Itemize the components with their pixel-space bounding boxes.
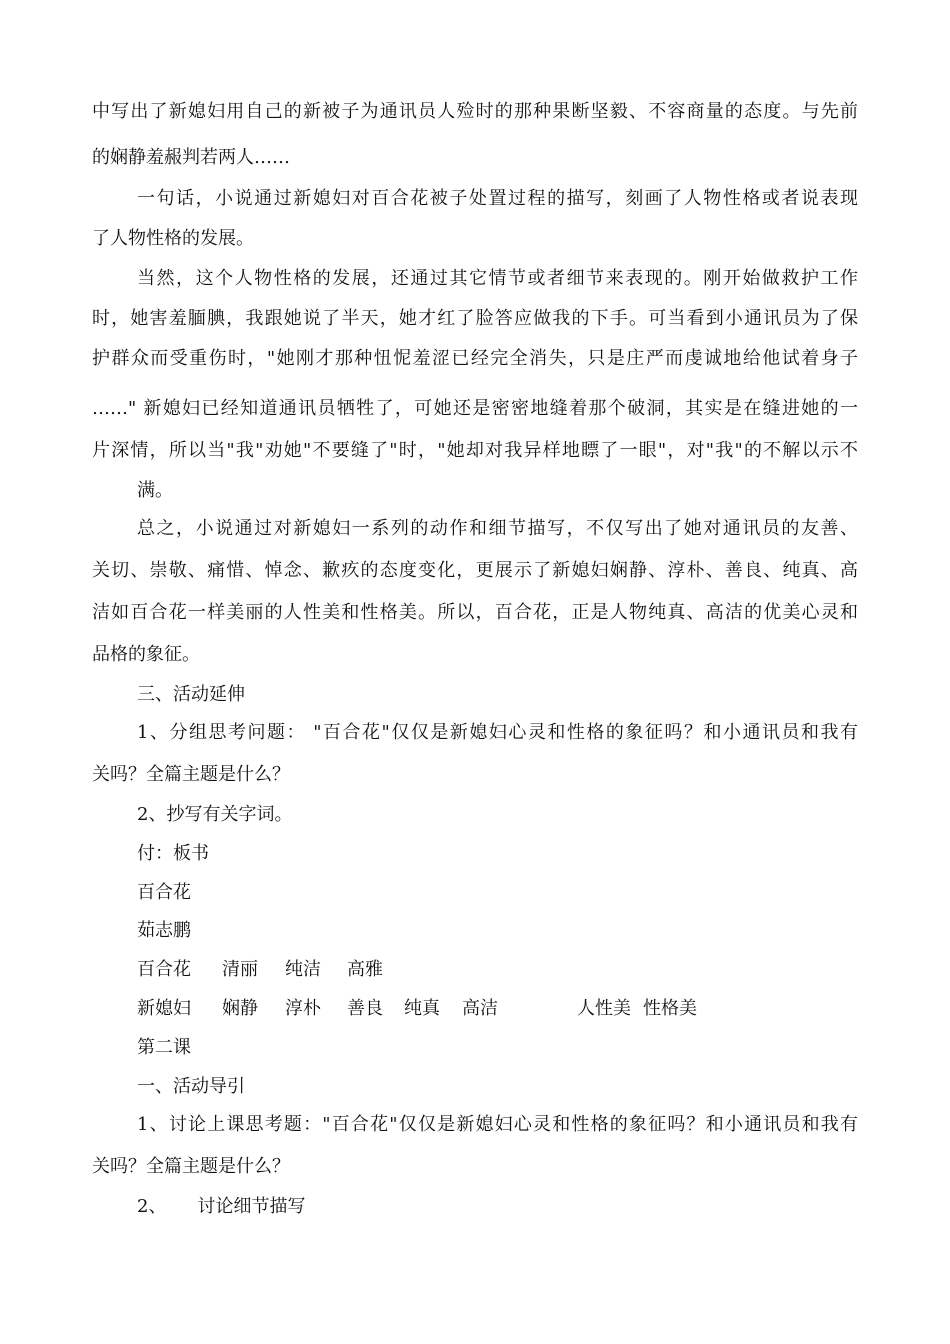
paragraph-line: 2、抄写有关字词。 [137,804,293,825]
board-word: 纯洁 [285,959,321,980]
paragraph-line: 的娴静羞赧判若两人…… [92,147,290,168]
board-word: 清丽 [222,959,258,980]
paragraph-line: 1、讨论上课思考题："百合花"仅仅是新媳妇心灵和性格的象征吗？和小通讯员和我有 [137,1114,858,1135]
paragraph-line: 洁如百合花一样美丽的人性美和性格美。所以，百合花，正是人物纯真、高洁的优美心灵和 [92,602,858,623]
board-word: 高雅 [347,959,383,980]
paragraph-line: 付：板书 [137,843,209,864]
paragraph-line: 百合花 [137,882,191,903]
paragraph-line: 中写出了新媳妇用自己的新被子为通讯员人殓时的那种果断坚毅、不容商量的态度。与先前 [92,101,858,122]
paragraph-line: 当然，这个人物性格的发展，还通过其它情节或者细节来表现的。刚开始做救护工作 [137,268,858,289]
board-word: 善良 [347,998,383,1019]
paragraph-line: 护群众而受重伤时，"她刚才那种忸怩羞涩已经完全消失，只是庄严而虔诚地给他试着身子 [92,348,858,369]
paragraph-line: 茹志鹏 [137,920,191,941]
paragraph-line: 总之，小说通过对新媳妇一系列的动作和细节描写，不仅写出了她对通讯员的友善、 [137,518,858,539]
section-heading: 一、活动导引 [137,1076,245,1097]
list-text: 讨论细节描写 [197,1196,306,1217]
paragraph-line: 时，她害羞腼腆，我跟她说了半天，她才红了脸答应做我的下手。可当看到小通讯员为了保 [92,308,858,329]
board-word: 百合花 [137,959,191,980]
section-heading: 第二课 [137,1037,191,1058]
paragraph-line: 1、分组思考问题： "百合花"仅仅是新媳妇心灵和性格的象征吗？和小通讯员和我有 [137,722,858,743]
board-word: 人性美 [577,998,631,1019]
paragraph-line: 了人物性格的发展。 [92,228,254,249]
paragraph-line: 满。 [137,480,173,501]
paragraph-line: 一句话，小说通过新媳妇对百合花被子处置过程的描写，刻画了人物性格或者说表现 [137,188,858,209]
board-word: 娴静 [222,998,258,1019]
board-word: 纯真 [404,998,440,1019]
section-heading: 三、活动延伸 [137,684,245,705]
paragraph-line: ……" 新媳妇已经知道通讯员牺牲了，可她还是密密地缝着那个破洞，其实是在缝进她的一 [92,398,858,419]
paragraph-line: 片深情，所以当"我"劝她"不要缝了"时，"她却对我异样地瞟了一眼"，对"我"的不解以示不 [92,440,858,461]
board-word: 性格美 [643,998,697,1019]
paragraph-line: 关吗？全篇主题是什么？ [92,1156,290,1177]
list-item [137,1194,305,1220]
paragraph-line: 关吗？全篇主题是什么？ [92,764,290,785]
board-row [137,996,697,1022]
paragraph-line: 品格的象征。 [92,644,200,665]
board-word: 新媳妇 [137,998,191,1019]
board-word: 淳朴 [285,998,321,1019]
paragraph-line: 关切、崇敬、痛惜、悼念、歉疚的态度变化，更展示了新媳妇娴静、淳朴、善良、纯真、高 [92,560,858,581]
list-number: 2、 [137,1196,167,1217]
board-row [137,957,383,983]
board-word: 高洁 [462,998,498,1019]
